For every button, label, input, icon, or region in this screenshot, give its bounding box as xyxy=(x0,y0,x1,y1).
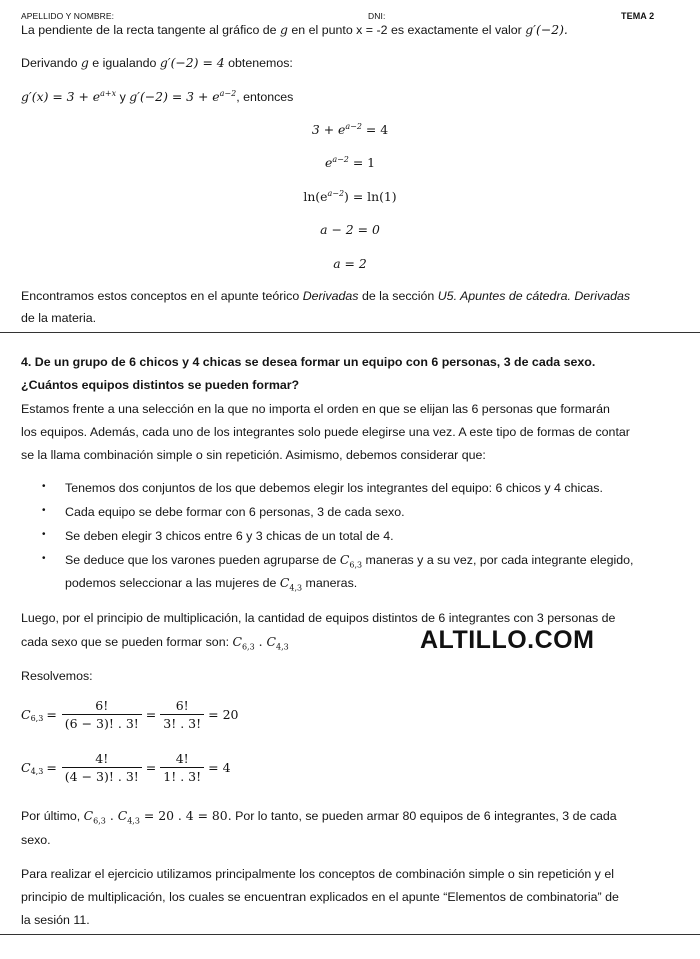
altillo-watermark: ALTILLO.COM xyxy=(420,626,595,654)
apellido-label: APELLIDO Y NOMBRE: xyxy=(21,11,115,21)
intro-line-2: Derivando g e igualando g′(−2) = 4 obtenemos: xyxy=(21,55,293,70)
derivative-line: $g'(x) = 3 + e^{a+x}$ y $g'(-2) = 3 + e^{a-2}$, entonces xyxy=(21,88,294,104)
paragraph-4-line-1: Para realizar el ejercicio utilizamos principalmente los conceptos de combinación simple o sin repetición y el xyxy=(21,867,614,881)
section-divider xyxy=(0,332,700,333)
paragraph-2-line-2: cada sexo que se pueden formar son: $C_{6,3}$ . $C_{4,3}$ xyxy=(21,634,289,652)
equation-1: $3 + e^{a-2} = 4$ xyxy=(311,121,389,137)
dni-label: DNI: xyxy=(368,11,386,21)
bullet-item-3: Se deben elegir 3 chicos entre 6 y 3 chicas de un total de 4. xyxy=(65,529,394,543)
bullet-marker: • xyxy=(42,529,46,540)
paragraph-3-line-2: sexo. xyxy=(21,833,51,847)
bullet-item-4-line-2: podemos seleccionar a las mujeres de $C_{4,3}$ maneras. xyxy=(65,575,358,593)
bottom-divider xyxy=(0,934,700,935)
tema-label: TEMA 2 xyxy=(621,11,655,21)
fraction: $\frac{6!}{(6 - 3)! . 3!}$ xyxy=(62,698,142,731)
reference-line-1: Encontramos estos conceptos en el apunte teórico Derivadas de la sección U5. Apuntes de cátedra. Derivadas xyxy=(21,289,631,303)
fraction: $\frac{4!}{1! . 3!}$ xyxy=(160,751,204,784)
bullet-marker: • xyxy=(42,505,46,516)
bullet-item-2: Cada equipo se debe formar con 6 personas, 3 de cada sexo. xyxy=(65,505,405,519)
equation-4: a − 2 = 0 xyxy=(320,222,380,237)
bullet-marker: • xyxy=(42,553,46,564)
paragraph-2-line-1: Luego, por el principio de multiplicación, la cantidad de equipos distintos de 6 integrantes con 3 personas de xyxy=(21,611,616,625)
fraction: $\frac{4!}{(4 - 3)! . 3!}$ xyxy=(62,751,142,784)
paragraph-3-line-1: Por último, $C_{6,3}$ . $C_{4,3} = 20$ . 4 = 80. Por lo tanto, se pueden armar 80 equipos de 6 integrantes, 3 de cada xyxy=(21,808,617,826)
paragraph-1-line-2: los equipos. Además, cada uno de los integrantes solo puede elegirse una vez. A este tipo de formas de contar xyxy=(21,425,630,439)
bullet-item-1: Tenemos dos conjuntos de los que debemos elegir los integrantes del equipo: 6 chicos y 4 chicas. xyxy=(65,481,603,495)
paragraph-4-line-2: principio de multiplicación, los cuales se encuentran explicados en el apunte “Elementos de combinatoria” de xyxy=(21,890,619,904)
paragraph-1-line-3: se la llama combinación simple o sin repetición. Asimismo, debemos considerar que: xyxy=(21,448,486,462)
fraction: $\frac{6!}{3! . 3!}$ xyxy=(160,698,204,731)
formula-c43: C $_{4,3}$ = $\frac{4!}{(4 - 3)! . 3!}$ = $\frac{4!}{1! . 3!}$ = 4 xyxy=(21,751,231,784)
equation-5: a = 2 xyxy=(333,256,367,271)
equation-3: $\ln(e^{a-2}) = \ln(1)$ xyxy=(303,188,397,204)
bullet-marker: • xyxy=(42,481,46,492)
question-line-1: 4. De un grupo de 6 chicos y 4 chicas se desea formar un equipo con 6 personas, 3 de cada sexo. xyxy=(21,355,596,369)
bullet-item-4-line-1: Se deduce que los varones pueden agruparse de $C_{6,3}$ maneras y a su vez, por cada integrante elegido, xyxy=(65,552,634,570)
reference-line-2: de la materia. xyxy=(21,311,97,325)
paragraph-4-line-3: la sesión 11. xyxy=(21,913,90,927)
intro-line-1: La pendiente de la recta tangente al gráfico de g en el punto x = -2 es exactamente el valor g′(−2). xyxy=(21,22,568,37)
question-line-2: ¿Cuántos equipos distintos se pueden formar? xyxy=(21,378,300,392)
paragraph-1-line-1: Estamos frente a una selección en la que no importa el orden en que se elijan las 6 personas que formarán xyxy=(21,402,610,416)
equation-2: $e^{a-2} = 1$ xyxy=(324,154,376,170)
resolvemos-label: Resolvemos: xyxy=(21,669,93,683)
formula-c63: C $_{6,3}$ = $\frac{6!}{(6 - 3)! . 3!}$ = $\frac{6!}{3! . 3!}$ = 20 xyxy=(21,698,239,731)
